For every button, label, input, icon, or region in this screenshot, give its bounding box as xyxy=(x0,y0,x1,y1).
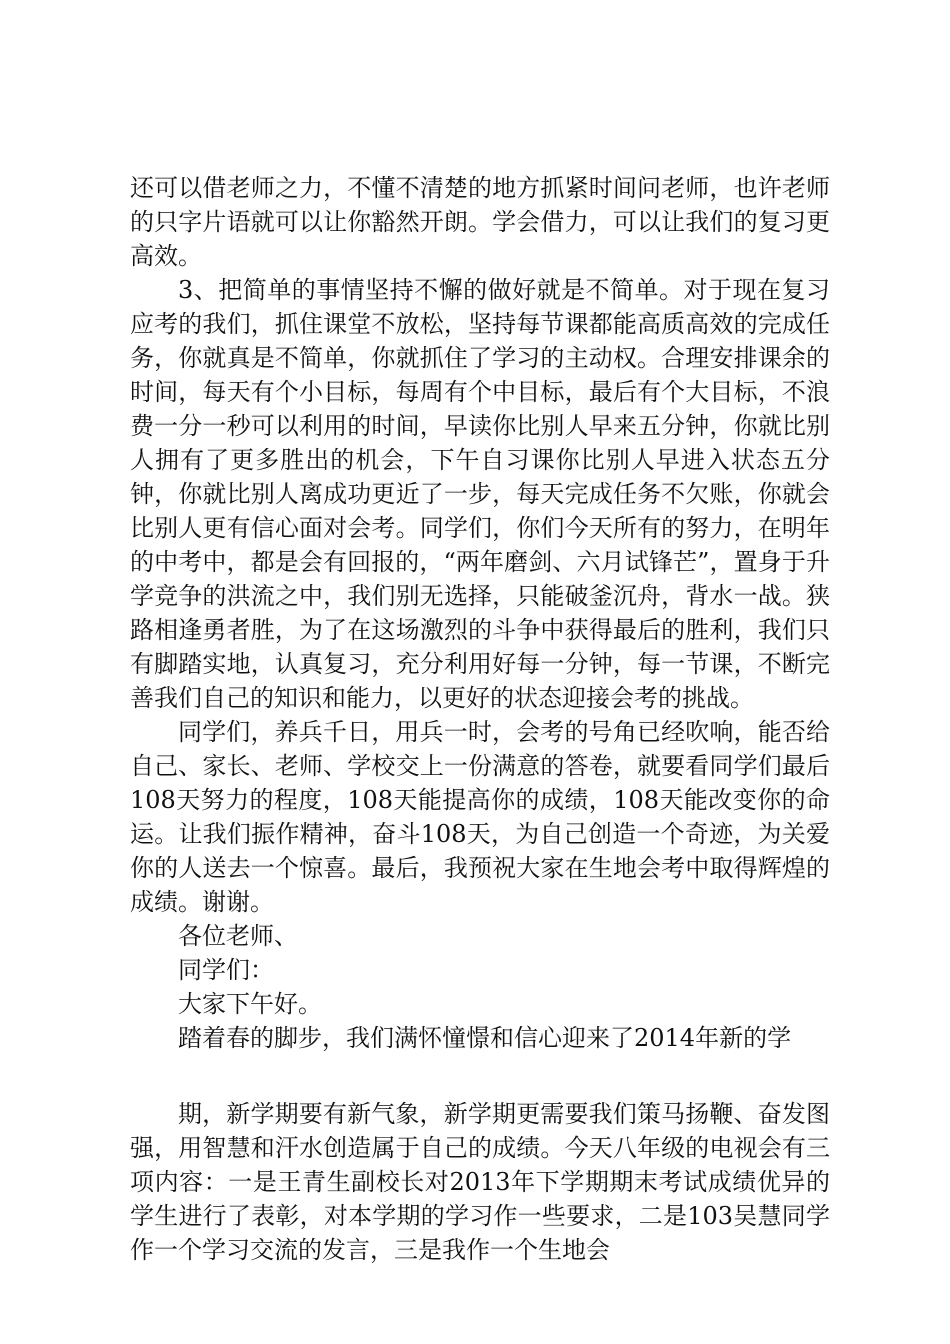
greeting-teachers: 各位老师、 xyxy=(178,922,298,950)
paragraph-new-semester-continued: 期，新学期要有新气象，新学期更需要我们策马扬鞭、奋发图强，用智慧和汗水创造属于自己的成绩。今天八年级的电视会有三项内容：一是王青生副校长对2013年下学期期末考试成绩优异的学生进行了表彰，对本学期的学习作一些要求，二是103吴慧同学作一个学习交流的发言，三是我作一个生地会 xyxy=(130,1100,830,1264)
paragraph-new-semester-start: 踏着春的脚步，我们满怀憧憬和信心迎来了2014年新的学 xyxy=(178,1024,792,1052)
document-page xyxy=(130,171,830,1267)
paragraph-borrow-teacher: 还可以借老师之力，不懂不清楚的地方抓紧时间问老师，也许老师的只字片语就可以让你豁然开朗。学会借力，可以让我们的复习更高效。 xyxy=(130,174,830,270)
greeting-students: 同学们： xyxy=(178,956,274,984)
paragraph-point-3: 3、把简单的事情坚持不懈的做好就是不简单。对于现在复习应考的我们，抓住课堂不放松，坚持每节课都能高质高效的完成任务，你就真是不简单，你就抓住了学习的主动权。合理安排课余的时间，每天有个小目标，每周有个中目标，最后有个大目标，不浪费一分一秒可以利用的时间，早读你比别人早来五分钟，你就比别人拥有了更多胜出的机会，下午自习课你比别人早进入状态五分钟，你就比别人离成功更近了一步，每天完成任务不欠账，你就会比别人更有信心面对会考。同学们，你们今天所有的努力，在明年的中考中，都是会有回报的，“两年磨剑、六月试锋芒”，置身于升学竞争的洪流之中，我们别无选择，只能破釜沉舟，背水一战。狭路相逢勇者胜，为了在这场激烈的斗争中获得最后的胜利，我们只有脚踏实地，认真复习，充分利用好每一分钟，每一节课，不断完善我们自己的知识和能力，以更好的状态迎接会考的挑战。 xyxy=(130,276,830,712)
greeting-afternoon: 大家下午好。 xyxy=(178,990,322,1018)
paragraph-closing-108-days: 同学们，养兵千日，用兵一时，会考的号角已经吹响，能否给自己、家长、老师、学校交上一份满意的答卷，就要看同学们最后108天努力的程度，108天能提高你的成绩，108天能改变你的命运。让我们振作精神，奋斗108天，为自己创造一个奇迹，为关爱你的人送去一个惊喜。最后，我预祝大家在生地会考中取得辉煌的成绩。谢谢。 xyxy=(130,718,830,916)
page-break-gap xyxy=(130,1055,830,1097)
